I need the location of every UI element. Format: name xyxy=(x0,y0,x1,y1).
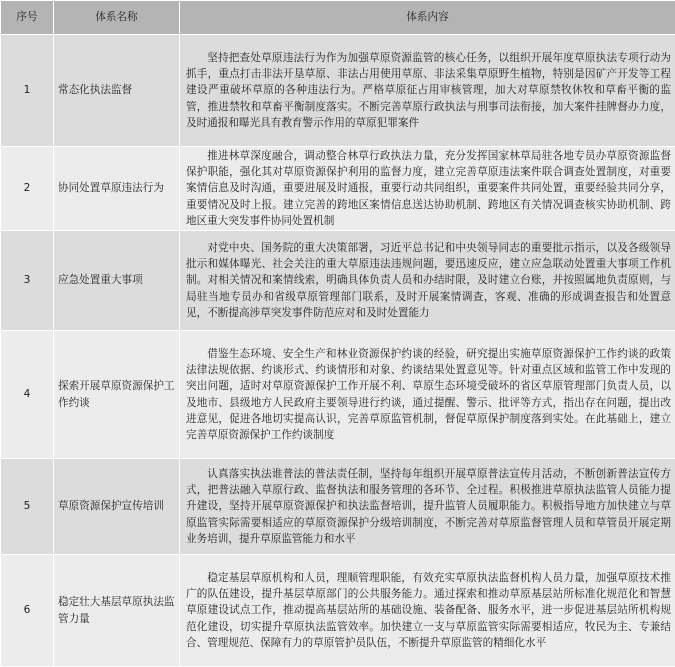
row-index: 3 xyxy=(1,231,54,331)
row-content: 借鉴生态环境、安全生产和林业资源保护约谈的经验，研究提出实施草原资源保护工作约谈的政策法律法规依据、约谈形式、约谈情形和对象、约谈结果处置意见等。针对重点区域和监管工作中发现的突出问题，适时对草原资源保护工作开展不利、草原生态环境受破坏的省区草原管理部门负责人员，以及地市、县级地方人民政府主要领导进行约谈，通过提醒、警示、批评等方式，指出存在问题，提出改进意见，促进各地切实提高认识，完善草原监管机制，督促草原保护制度落到实处。在此基础上，建立完善草原资源保护工作约谈制度 xyxy=(180,331,675,459)
row-content: 稳定基层草原机构和人员，理顺管理职能，有效充实草原执法监督机构人员力量，加强草原技术推广的队伍建设，提升基层草原部门的公共服务能力。通过探索和推动草原基层站所标准化规范化和智慧草原建设试点工作，推动提高基层站所的基础设施、装备配备、服务水平，进一步促进基层站所机构规范化建设，切实提升草原执法监管效率。加快建立一支与草原监管实际需要相适应，牧民为主、专兼结合、管理规范、保障有力的草原管护员队伍，不断提升草原监管的精细化水平 xyxy=(180,555,675,667)
table-row xyxy=(1,459,675,555)
row-index: 4 xyxy=(1,331,54,459)
row-content: 对党中央、国务院的重大决策部署，习近平总书记和中央领导同志的重要批示指示，以及各级领导批示和媒体曝光、社会关注的重大草原违法违规问题，要迅速反应，建立应急联动处置重大事项工作机制。对相关情况和案情线索，明确具体负责人员和办结时限，及时建立台账，并按照属地负责原则，与局驻当地专员办和省级草原管理部门联系，及时开展案情调查，客观、准确的形成调查报告和处置意见，不断提高涉草突发事件防范应对和及时处置能力 xyxy=(180,231,675,331)
row-name: 应急处置重大事项 xyxy=(54,231,180,331)
row-index: 2 xyxy=(1,147,54,231)
row-content: 推进林草深度融合，调动整合林草行政执法力量，充分发挥国家林草局驻各地专员办草原资源监督保护职能，强化其对草原资源保护利用的监督力度，建立完善草原违法案件联合调查处置制度，对重要案情信息及时沟通，重要进展及时通报，重要行动共同组织，重要案件共同处置，重要经验共同分享，重要情况及时上报。建立完善的跨地区案情信息送达协助机制、跨地区有关情况调查核实协助机制、跨地区重大突发事件协同处置机制 xyxy=(180,147,675,231)
table-row xyxy=(1,331,675,459)
header-row xyxy=(1,1,675,35)
row-name: 协同处置草原违法行为 xyxy=(54,147,180,231)
table-row xyxy=(1,147,675,231)
row-name: 常态化执法监督 xyxy=(54,35,180,147)
row-index: 5 xyxy=(1,459,54,555)
header-name: 体系名称 xyxy=(54,1,180,35)
header-content: 体系内容 xyxy=(180,1,675,35)
row-content: 认真落实执法谁普法的普法责任制，坚持每年组织开展草原普法宣传月活动，不断创新普法宣传方式，把普法融入草原行政、监督执法和服务管理的各环节、全过程。积极推进草原执法监管人员能力提升建设，坚持开展草原资源保护和执法监督培训，提升监管人员履职能力。积极指导地方加快建立与草原监管实际需要相适应的草原资源保护分级培训制度，不断完善对草原监督管理人员和草管员开展定期业务培训，提升草原监管能力和水平 xyxy=(180,459,675,555)
table-row xyxy=(1,555,675,667)
row-name: 稳定壮大基层草原执法监管力量 xyxy=(54,555,180,667)
table-header xyxy=(1,1,675,35)
table-row xyxy=(1,231,675,331)
table-body xyxy=(1,35,675,667)
row-content: 坚持把查处草原违法行为作为加强草原资源监管的核心任务，以组织开展年度草原执法专项行动为抓手，重点打击非法开垦草原、非法占用使用草原、非法采集草原野生植物，特别是因矿产开发等工程建设严重破坏草原的各种违法行为。严格草原征占用审核管理，加大对草原禁牧休牧和草畜平衡的监管，推进禁牧和草畜平衡制度落实。不断完善草原行政执法与刑事司法衔接，加大案件挂牌督办力度，及时通报和曝光具有教育警示作用的草原犯罪案件 xyxy=(180,35,675,147)
header-index: 序号 xyxy=(1,1,54,35)
row-name: 探索开展草原资源保护工作约谈 xyxy=(54,331,180,459)
row-index: 6 xyxy=(1,555,54,667)
table-row xyxy=(1,35,675,147)
row-name: 草原资源保护宣传培训 xyxy=(54,459,180,555)
row-index: 1 xyxy=(1,35,54,147)
